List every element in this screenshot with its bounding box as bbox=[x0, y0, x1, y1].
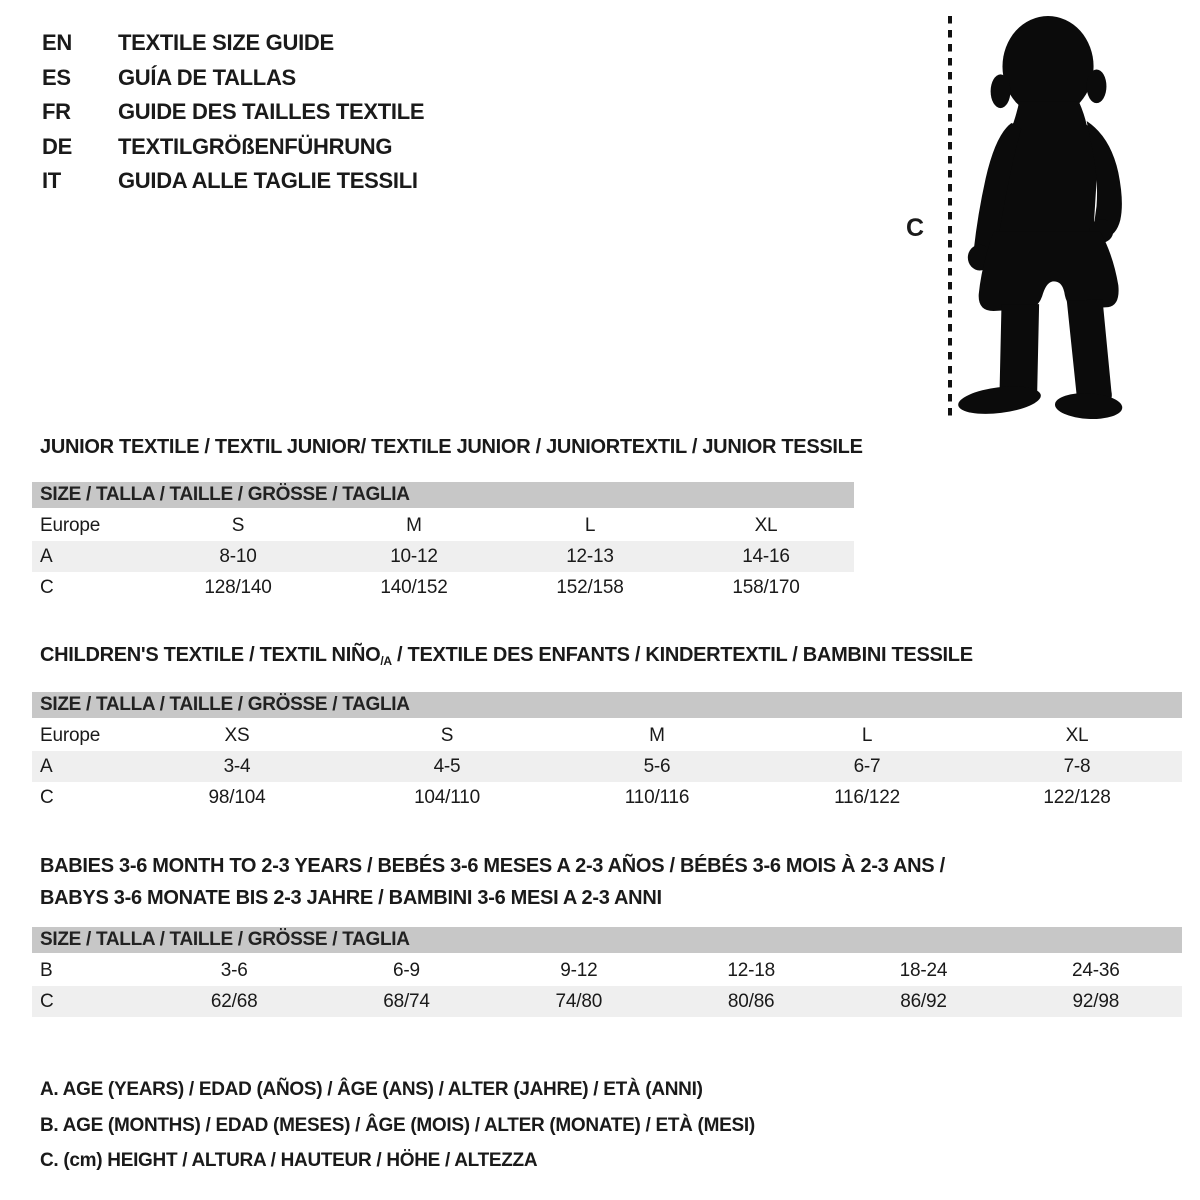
table-row bbox=[32, 782, 1182, 813]
table-cell: 92/98 bbox=[1072, 990, 1120, 1012]
size-header-bar: SIZE / TALLA / TAILLE / GRÖSSE / TAGLIA bbox=[32, 927, 1182, 953]
table-cell: 98/104 bbox=[208, 786, 266, 808]
table-cell: 74/80 bbox=[555, 990, 603, 1012]
table-row bbox=[32, 955, 1182, 986]
table-cell: 86/92 bbox=[900, 990, 947, 1012]
table-row bbox=[32, 751, 1182, 782]
table-cell: 6-7 bbox=[853, 755, 881, 777]
measurement-legend bbox=[40, 1072, 755, 1179]
heading-text: CHILDREN'S TEXTILE / TEXTIL NIÑO bbox=[40, 644, 381, 666]
table-cell: 14-16 bbox=[742, 545, 790, 567]
table-cell: 8-10 bbox=[219, 545, 257, 567]
table-cell: 3-4 bbox=[223, 755, 251, 777]
table-cell: S bbox=[231, 514, 245, 536]
babies-section-heading bbox=[40, 851, 945, 914]
table-cell: 110/116 bbox=[624, 786, 690, 808]
list-item bbox=[42, 26, 424, 61]
table-cell: 80/86 bbox=[727, 990, 775, 1012]
table-cell: 62/68 bbox=[210, 990, 258, 1012]
table-row bbox=[32, 720, 1182, 751]
table-cell: M bbox=[406, 514, 422, 536]
language-code: EN bbox=[42, 30, 72, 56]
legend-line-c: C. (cm) HEIGHT / ALTURA / HAUTEUR / HÖHE / ALTEZZA bbox=[40, 1150, 538, 1171]
table-cell: 4-5 bbox=[433, 755, 461, 777]
table-cell: 24-36 bbox=[1072, 959, 1120, 981]
table-cell: 140/152 bbox=[380, 576, 448, 598]
table-cell: XS bbox=[224, 724, 250, 746]
table-cell: XL bbox=[754, 514, 778, 536]
table-cell: 68/74 bbox=[383, 990, 430, 1012]
table-cell: S bbox=[440, 724, 454, 746]
row-label: A bbox=[40, 545, 53, 567]
guide-title: TEXTILE SIZE GUIDE bbox=[118, 30, 334, 56]
row-label: C bbox=[40, 786, 54, 808]
children-size-table bbox=[32, 692, 1182, 813]
table-row bbox=[32, 572, 854, 603]
table-row bbox=[32, 986, 1182, 1017]
table-row bbox=[32, 541, 854, 572]
heading-text: / TEXTILE DES ENFANTS / KINDERTEXTIL / BAMBINI TESSILE bbox=[391, 644, 973, 666]
table-cell: 7-8 bbox=[1063, 755, 1091, 777]
size-header-bar: SIZE / TALLA / TAILLE / GRÖSSE / TAGLIA bbox=[32, 482, 854, 508]
list-item bbox=[42, 95, 424, 130]
legend-line-a: A. AGE (YEARS) / EDAD (AÑOS) / ÂGE (ANS) / ALTER (JAHRE) / ETÀ (ANNI) bbox=[40, 1079, 703, 1100]
row-label: Europe bbox=[40, 724, 101, 746]
table-cell: 6-9 bbox=[393, 959, 420, 981]
legend-line-b: B. AGE (MONTHS) / EDAD (MESES) / ÂGE (MOIS) / ALTER (MONATE) / ETÀ (MESI) bbox=[40, 1114, 755, 1136]
junior-section-heading: JUNIOR TEXTILE / TEXTIL JUNIOR/ TEXTILE JUNIOR / JUNIORTEXTIL / JUNIOR TESSILE bbox=[40, 436, 863, 458]
row-label: C bbox=[40, 576, 54, 598]
table-cell: L bbox=[861, 724, 873, 746]
row-label: A bbox=[40, 755, 53, 777]
language-code: ES bbox=[42, 64, 71, 90]
language-title-list bbox=[42, 26, 424, 199]
list-item bbox=[42, 164, 424, 199]
size-header-bar: SIZE / TALLA / TAILLE / GRÖSSE / TAGLIA bbox=[32, 692, 1182, 718]
table-cell: 158/170 bbox=[732, 576, 800, 598]
table-cell: 152/158 bbox=[556, 576, 624, 598]
table-cell: M bbox=[649, 724, 665, 746]
table-cell: L bbox=[584, 514, 596, 536]
guide-title: TEXTILGRÖßENFÜHRUNG bbox=[118, 133, 393, 159]
table-row bbox=[32, 510, 854, 541]
height-measure-label: C bbox=[906, 214, 925, 242]
children-section-heading bbox=[40, 644, 973, 668]
table-cell: 3-6 bbox=[220, 959, 248, 981]
babies-size-table bbox=[32, 927, 1182, 1017]
guide-title: GUIDA ALLE TAGLIE TESSILI bbox=[118, 168, 418, 194]
table-cell: 116/122 bbox=[834, 786, 900, 808]
heading-subscript: /A bbox=[380, 654, 392, 668]
table-cell: 18-24 bbox=[899, 959, 948, 981]
table-cell: 10-12 bbox=[390, 545, 438, 567]
heading-line: BABYS 3-6 MONATE BIS 2-3 JAHRE / BAMBINI 3-6 MESI A 2-3 ANNI bbox=[40, 886, 662, 909]
table-cell: XL bbox=[1065, 724, 1089, 746]
table-cell: 122/128 bbox=[1043, 786, 1111, 808]
guide-title: GUIDE DES TAILLES TEXTILE bbox=[118, 99, 425, 125]
toddler-silhouette-icon bbox=[952, 12, 1150, 420]
row-label: Europe bbox=[40, 514, 101, 536]
table-cell: 9-12 bbox=[560, 959, 598, 981]
table-cell: 128/140 bbox=[204, 576, 272, 598]
junior-size-table bbox=[32, 482, 854, 603]
row-label: C bbox=[40, 990, 54, 1012]
table-cell: 104/110 bbox=[414, 786, 480, 808]
table-cell: 5-6 bbox=[643, 755, 671, 777]
heading-line: BABIES 3-6 MONTH TO 2-3 YEARS / BEBÉS 3-6 MESES A 2-3 AÑOS / BÉBÉS 3-6 MOIS À 2-3 ANS / bbox=[40, 855, 945, 877]
language-code: DE bbox=[42, 133, 72, 159]
row-label: B bbox=[40, 959, 53, 981]
table-cell: 12-18 bbox=[727, 959, 775, 981]
list-item bbox=[42, 130, 424, 165]
language-code: IT bbox=[42, 168, 61, 194]
list-item bbox=[42, 61, 424, 96]
language-code: FR bbox=[42, 99, 71, 125]
guide-title: GUÍA DE TALLAS bbox=[118, 64, 296, 90]
table-cell: 12-13 bbox=[566, 545, 614, 567]
